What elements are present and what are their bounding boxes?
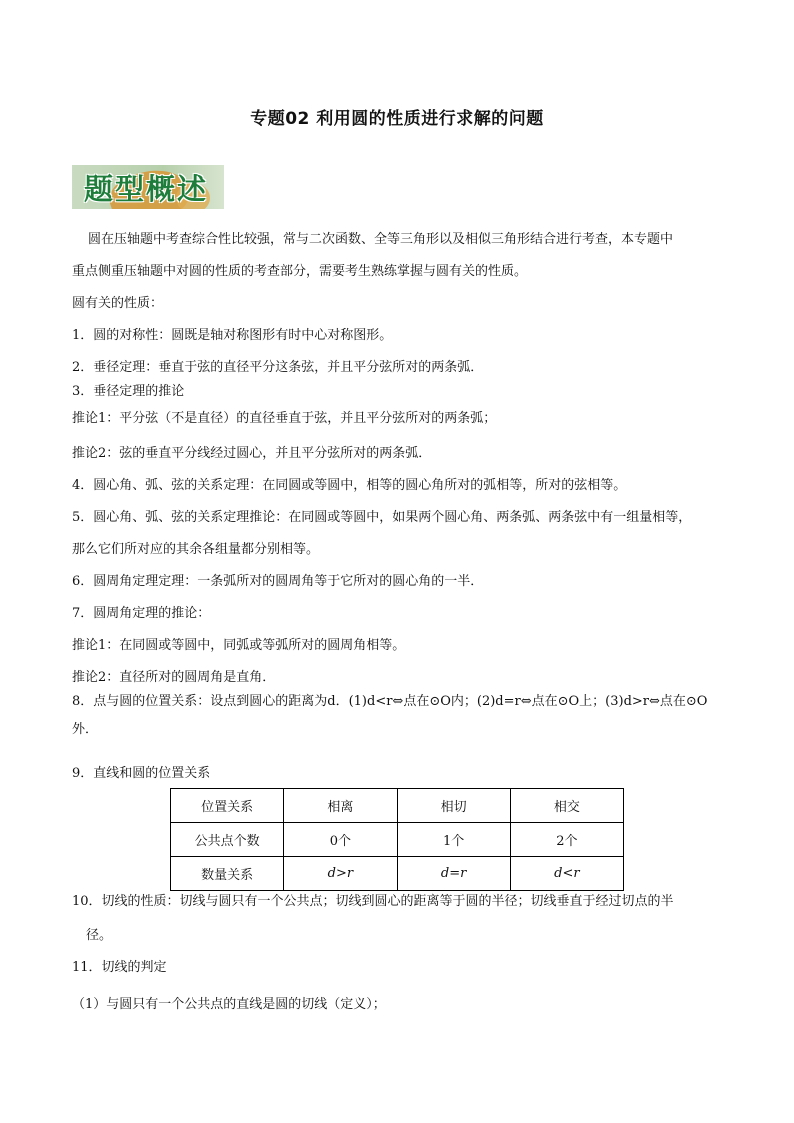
table-cell: d=r: [397, 857, 510, 891]
text-line: 3．垂径定理的推论: [72, 384, 185, 399]
table-cell: 0个: [284, 823, 397, 857]
text-line: 推论2：弦的垂直平分线经过圆心，并且平分弦所对的两条弧．: [72, 446, 432, 461]
text-line: 9．直线和圆的位置关系: [72, 766, 211, 781]
table-cell: 1个: [397, 823, 510, 857]
text-line: 推论1：平分弦（不是直径）的直径垂直于弦，并且平分弦所对的两条弧；: [72, 411, 497, 426]
text-line: （1）与圆只有一个公共点的直线是圆的切线（定义）；: [72, 997, 386, 1012]
text-line: 10．切线的性质：切线与圆只有一个公共点；切线到圆心的距离等于圆的半径；切线垂直于经过切点的半: [72, 894, 674, 909]
text-line: 外．: [72, 722, 99, 737]
table-cell: 相离: [284, 789, 397, 823]
text-line: 推论2：直径所对的圆周角是直角．: [72, 670, 276, 685]
text-line: 11．切线的判定: [72, 960, 167, 975]
text-line: 径。: [86, 928, 113, 943]
table-cell: d>r: [284, 857, 397, 891]
table-cell: d<r: [510, 857, 623, 891]
text-line: 6．圆周角定理定理：一条弧所对的圆周角等于它所对的圆心角的一半．: [72, 574, 484, 589]
table-cell: 相切: [397, 789, 510, 823]
text-line: 圆有关的性质：: [72, 296, 164, 311]
table-row: [171, 823, 624, 857]
table-cell: 2个: [510, 823, 623, 857]
section-banner: [72, 165, 224, 209]
text-line: 那么它们所对应的其余各组量都分别相等。: [72, 542, 320, 557]
intro-line-1: 圆在压轴题中考查综合性比较强，常与二次函数、全等三角形以及相似三角形结合进行考查，本专题中: [88, 232, 674, 247]
text-line: 4．圆心角、弧、弦的关系定理：在同圆或等圆中，相等的圆心角所对的弧相等，所对的弦相等。: [72, 478, 627, 493]
intro-line-2: 重点侧重压轴题中对圆的性质的考查部分，需要考生熟练掌握与圆有关的性质。: [72, 264, 528, 279]
text-line: 推论1：在同圆或等圆中，同弧或等弧所对的圆周角相等。: [72, 638, 406, 653]
table-row: [171, 857, 624, 891]
position-relation-table: [170, 788, 624, 891]
text-line: 2．垂径定理：垂直于弦的直径平分这条弦，并且平分弦所对的两条弧．: [72, 360, 484, 375]
table-cell: 位置关系: [171, 789, 284, 823]
table-cell: 相交: [510, 789, 623, 823]
page-title: 专题02 利用圆的性质进行求解的问题: [250, 109, 544, 129]
table-cell: 数量关系: [171, 857, 284, 891]
text-line: 5．圆心角、弧、弦的关系定理推论：在同圆或等圆中，如果两个圆心角、两条弧、两条弦中有一组量相等，: [72, 510, 692, 525]
text-line: 8．点与圆的位置关系：设点到圆心的距离为d．(1)d<r⇔点在⊙O内；(2)d=r⇔点在⊙O上；(3)d>r⇔点在⊙O: [72, 694, 708, 709]
banner-label: 题型概述: [84, 172, 209, 206]
table-cell: 公共点个数: [171, 823, 284, 857]
text-line: 7．圆周角定理的推论：: [72, 606, 211, 621]
text-line: 1．圆的对称性：圆既是轴对称图形有时中心对称图形。: [72, 328, 393, 343]
table-row: [171, 789, 624, 823]
